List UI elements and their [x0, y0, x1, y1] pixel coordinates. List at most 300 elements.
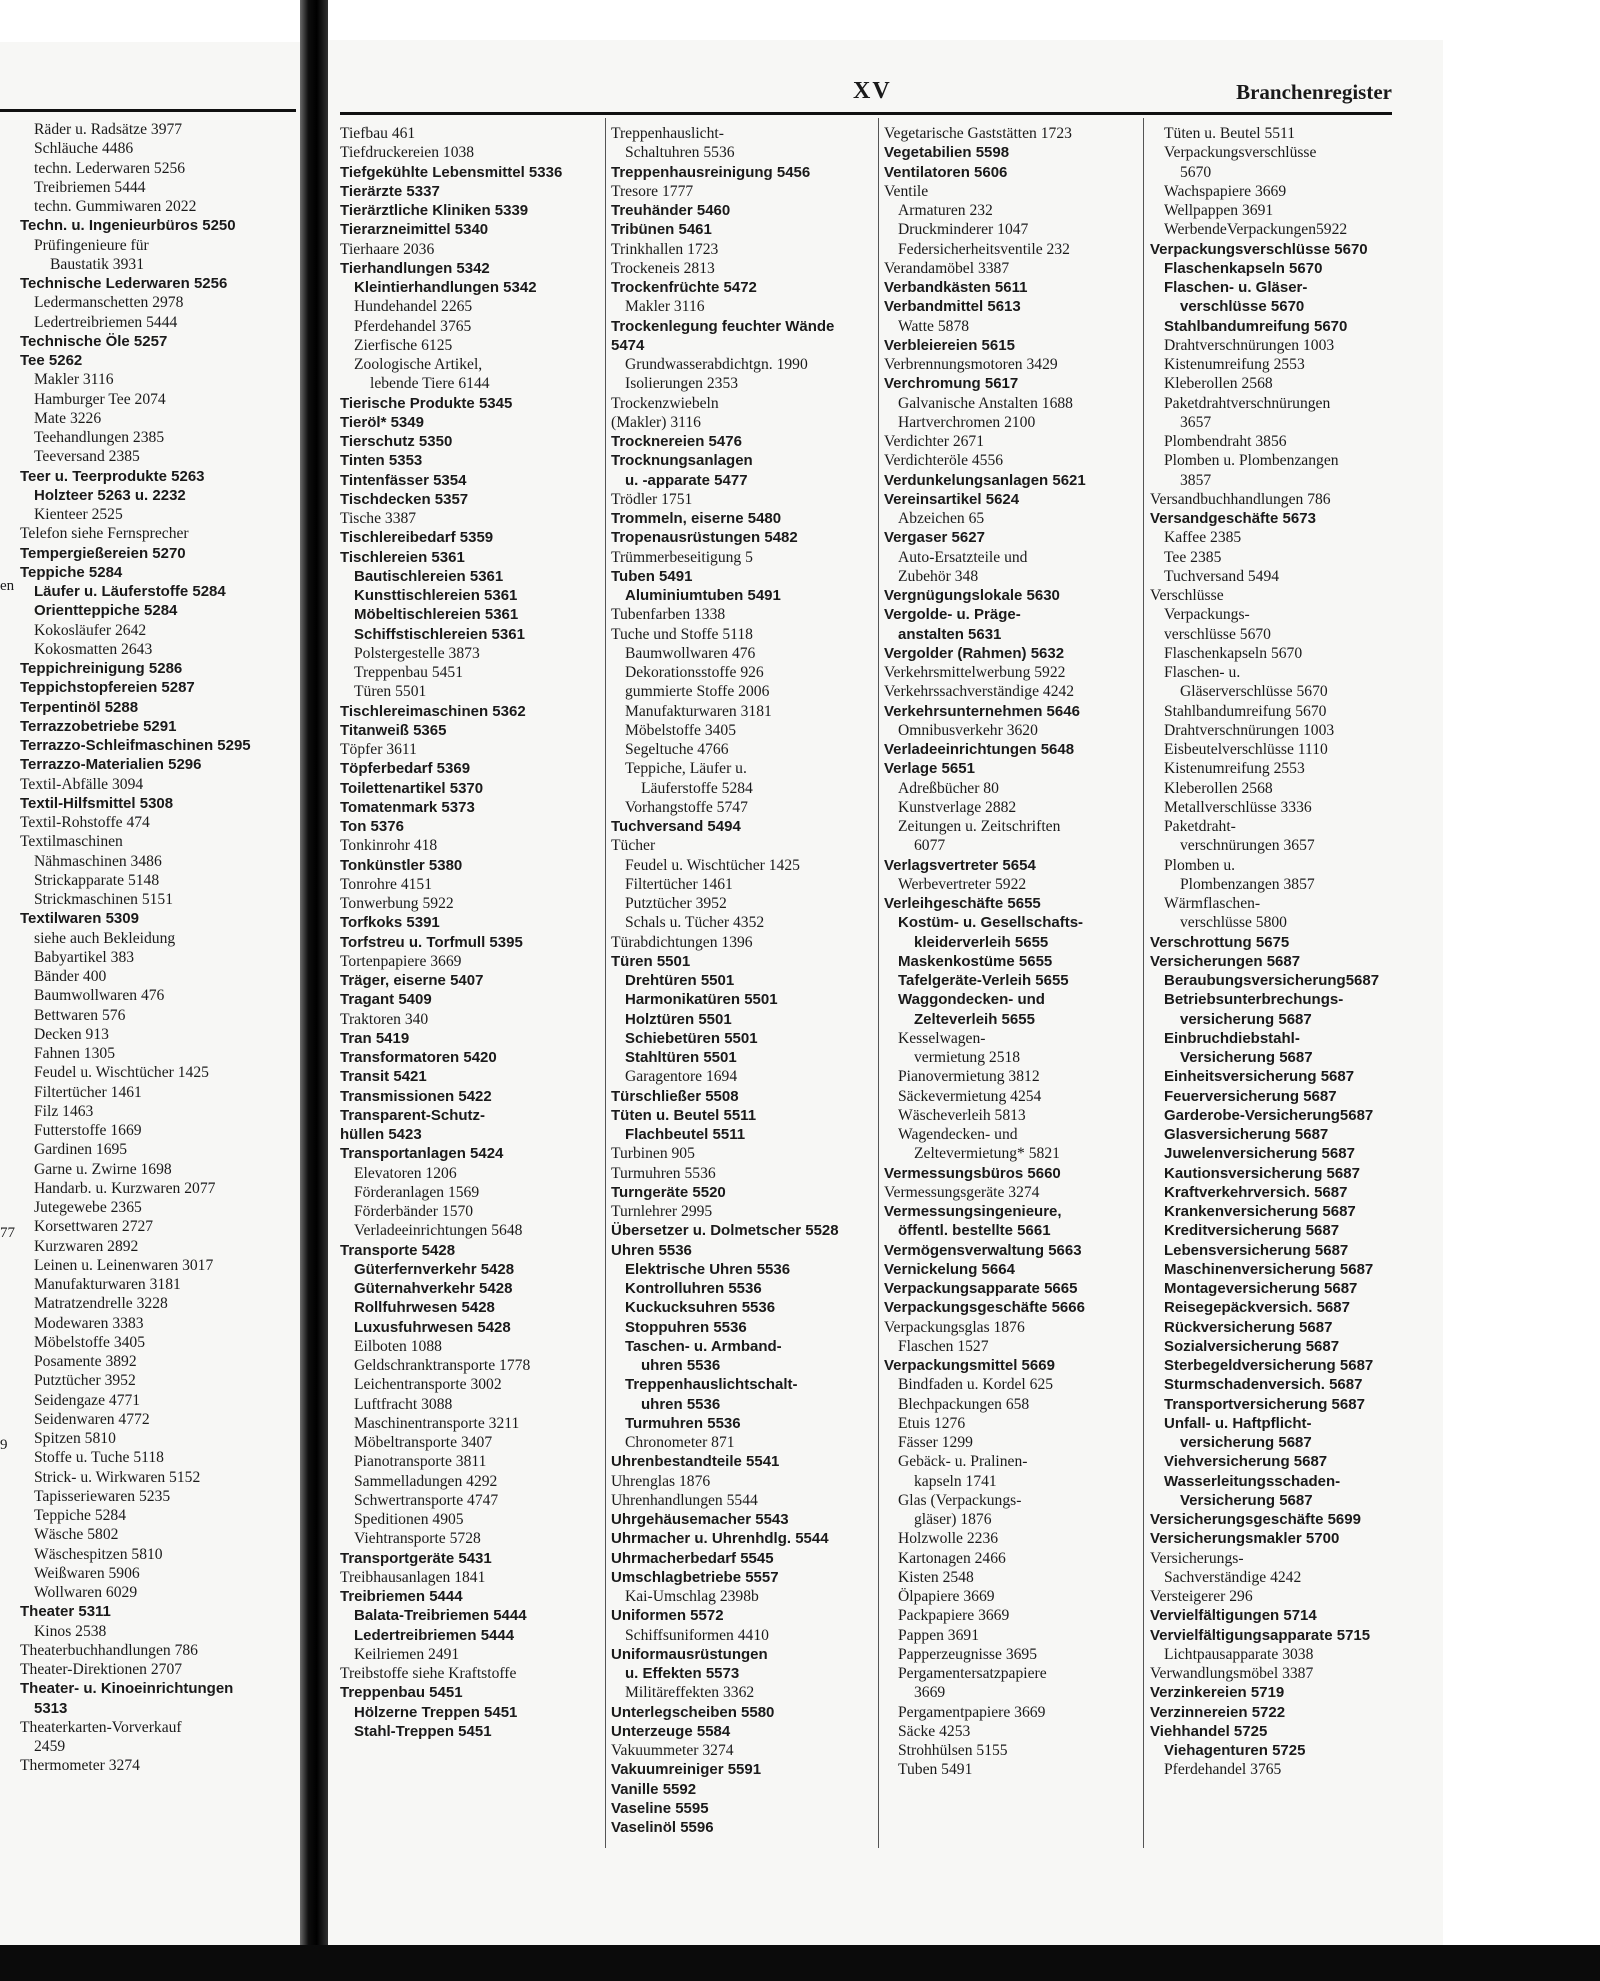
index-entry: Stahltüren 5501 — [625, 1049, 737, 1066]
index-entry: Kaffee 2385 — [1164, 529, 1242, 547]
index-entry: Galvanische Anstalten 1688 — [898, 394, 1073, 412]
index-entry: Vervielfältigungen 5714 — [1150, 1607, 1317, 1625]
index-entry: Verbrennungsmotoren 3429 — [884, 356, 1058, 373]
index-entry: Versicherungsmakler 5700 — [1150, 1530, 1340, 1548]
index-entry: Betriebsunterbrechungs- — [1164, 991, 1344, 1009]
index-entry: Filtertücher 1461 — [34, 1083, 142, 1101]
column-divider — [1143, 118, 1144, 1848]
index-entry: Tiefgekühlte Lebensmittel 5336 — [340, 163, 563, 181]
index-entry: Kisten 2548 — [898, 1568, 974, 1586]
index-entry: Kunstverlage 2882 — [898, 798, 1017, 816]
index-entry: Speditionen 4905 — [354, 1511, 464, 1528]
index-entry: Tuchversand 5494 — [611, 818, 741, 835]
index-entry: Vergolder (Rahmen) 5632 — [884, 644, 1065, 662]
index-entry: uhren 5536 — [641, 1395, 721, 1413]
index-entry: Textil-Rohstoffe 474 — [20, 814, 150, 831]
index-entry: Treuhänder 5460 — [611, 202, 731, 219]
index-entry: Maschinentransporte 3211 — [354, 1414, 520, 1432]
index-entry: Trommeln, eiserne 5480 — [611, 510, 782, 527]
index-entry: Watte 5878 — [898, 317, 970, 335]
index-entry: Tierhandlungen 5342 — [340, 259, 490, 277]
index-entry: Rollfuhrwesen 5428 — [354, 1299, 495, 1317]
index-entry: Auto-Ersatzteile und — [898, 548, 1028, 566]
index-entry: Trinkhallen 1723 — [611, 240, 719, 258]
index-entry: Verladeeinrichtungen 5648 — [884, 741, 1075, 758]
index-entry: Vermessungsgeräte 3274 — [884, 1183, 1040, 1201]
index-entry: Pianovermietung 3812 — [898, 1068, 1040, 1086]
index-entry: gläser) 1876 — [914, 1511, 992, 1528]
index-entry: Wollwaren 6029 — [34, 1584, 138, 1601]
index-entry: Flaschenkapseln 5670 — [1164, 259, 1323, 277]
index-entry: Nähmaschinen 3486 — [34, 852, 162, 870]
index-entry: Uhrmacherbedarf 5545 — [611, 1549, 774, 1567]
index-entry: Ledertreibriemen 5444 — [34, 313, 178, 331]
index-entry: Treibriemen 5444 — [34, 178, 146, 196]
index-entry: Holzwolle 2236 — [898, 1530, 999, 1548]
index-entry: Drehtüren 5501 — [625, 972, 735, 989]
index-entry: Versicherungs- — [1150, 1549, 1244, 1567]
index-entry: Tüten u. Beutel 5511 — [1164, 125, 1296, 142]
index-entry: Tierhaare 2036 — [340, 240, 435, 258]
index-entry: Teppiche, Läufer u. — [625, 760, 747, 778]
index-entry: Vaselinöl 5596 — [611, 1819, 714, 1836]
index-entry: Versandbuchhandlungen 786 — [1150, 490, 1331, 508]
index-entry: Trümmerbeseitigung 5 — [611, 548, 753, 566]
index-entry: vermietung 2518 — [914, 1049, 1021, 1066]
column-divider — [878, 118, 879, 1848]
page-header — [340, 78, 1392, 115]
index-entry: lebende Tiere 6144 — [370, 375, 490, 393]
index-entry: Strohhülsen 5155 — [898, 1742, 1008, 1759]
index-entry: Verpackungsgeschäfte 5666 — [884, 1299, 1085, 1317]
index-entry: Luftfracht 3088 — [354, 1395, 453, 1413]
index-entry: Bettwaren 576 — [34, 1006, 126, 1024]
index-entry: Kreditversicherung 5687 — [1164, 1222, 1340, 1240]
index-entry: Tintenfässer 5354 — [340, 471, 467, 489]
index-entry: Zubehör 348 — [898, 567, 979, 585]
index-entry: Versteigerer 296 — [1150, 1588, 1253, 1605]
index-entry: Makler 3116 — [625, 298, 705, 316]
index-entry: Garagentore 1694 — [625, 1068, 738, 1086]
index-entry: Taschen- u. Armband- — [625, 1337, 782, 1355]
index-entry: Fahnen 1305 — [34, 1045, 115, 1062]
index-entry: Reisegepäckversich. 5687 — [1164, 1299, 1350, 1317]
index-entry: Verpackungsapparate 5665 — [884, 1280, 1078, 1297]
index-entry: Vermessungsbüros 5660 — [884, 1164, 1061, 1182]
index-entry: Strickmaschinen 5151 — [34, 891, 174, 908]
index-entry: Tubenfarben 1338 — [611, 606, 726, 624]
index-entry: Kartonagen 2466 — [898, 1549, 1006, 1567]
index-entry: Unterzeuge 5584 — [611, 1722, 731, 1740]
index-entry: 3669 — [914, 1684, 946, 1702]
index-entry: Hölzerne Treppen 5451 — [354, 1703, 518, 1721]
index-entry: Uniformausrüstungen — [611, 1645, 768, 1663]
index-entry: Vernickelung 5664 — [884, 1260, 1015, 1278]
index-entry: Decken 913 — [34, 1025, 109, 1043]
index-entry: Drahtverschnürungen 1003 — [1164, 721, 1335, 739]
index-entry: Luxusfuhrwesen 5428 — [354, 1318, 511, 1336]
index-entry: Packpapiere 3669 — [898, 1607, 1010, 1625]
index-entry: Baumwollwaren 476 — [625, 644, 756, 662]
index-entry: Putztücher 3952 — [625, 895, 727, 912]
index-entry: Etuis 1276 — [898, 1414, 966, 1432]
index-entry: Vergnügungslokale 5630 — [884, 587, 1060, 604]
bottom-shadow — [0, 1945, 1600, 1981]
index-entry: Trocknereien 5476 — [611, 433, 742, 450]
index-entry: Zeltevermietung* 5821 — [914, 1145, 1060, 1163]
index-entry: Teer u. Teerprodukte 5263 — [20, 467, 205, 485]
index-entry: Verwandlungsmöbel 3387 — [1150, 1665, 1314, 1682]
index-entry: siehe auch Bekleidung — [34, 929, 176, 947]
index-entry: kleiderverleih 5655 — [914, 933, 1049, 951]
index-entry: Gläserverschlüsse 5670 — [1180, 683, 1328, 701]
index-entry: Tonrohre 4151 — [340, 875, 433, 893]
index-entry: Tonkünstler 5380 — [340, 856, 463, 874]
index-entry: Verlagsvertreter 5654 — [884, 856, 1036, 874]
index-entry: Eilboten 1088 — [354, 1337, 442, 1355]
index-entry: Unterlegscheiben 5580 — [611, 1703, 775, 1721]
index-entry: Teppichstopfereien 5287 — [20, 679, 195, 697]
index-entry: Transporte 5428 — [340, 1241, 456, 1259]
index-entry: Filz 1463 — [34, 1102, 94, 1120]
index-entry: Tierische Produkte 5345 — [340, 394, 513, 412]
index-entry: Maskenkostüme 5655 — [898, 952, 1053, 970]
index-entry: Transformatoren 5420 — [340, 1049, 497, 1066]
index-entry: Kurzwaren 2892 — [34, 1237, 139, 1255]
index-entry: Kuckucksuhren 5536 — [625, 1299, 776, 1317]
index-entry: hüllen 5423 — [340, 1126, 422, 1143]
index-entry: Wäschespitzen 5810 — [34, 1545, 163, 1563]
index-entry: Montageversicherung 5687 — [1164, 1280, 1358, 1297]
index-entry: Verpackungsverschlüsse 5670 — [1150, 240, 1368, 258]
index-entry: Korsettwaren 2727 — [34, 1218, 154, 1236]
index-entry: Militäreffekten 3362 — [625, 1684, 755, 1702]
index-entry: Wäsche 5802 — [34, 1526, 119, 1544]
index-entry: Elevatoren 1206 — [354, 1164, 457, 1182]
index-entry: Tischdecken 5357 — [340, 490, 469, 508]
index-entry: Vervielfältigungsapparate 5715 — [1150, 1626, 1371, 1644]
index-entry: Trocknungsanlagen — [611, 452, 753, 470]
index-entry: Plombendraht 3856 — [1164, 433, 1287, 450]
index-entry: Druckminderer 1047 — [898, 221, 1029, 239]
index-entry: Säcke 4253 — [898, 1722, 971, 1740]
index-entry: Tonwerbung 5922 — [340, 895, 454, 912]
index-entry: Vakuummeter 3274 — [611, 1742, 734, 1759]
index-entry: Matratzendrelle 3228 — [34, 1295, 168, 1313]
index-entry: Aluminiumtuben 5491 — [625, 587, 781, 604]
index-entry: Federsicherheitsventile 232 — [898, 240, 1070, 258]
index-entry: Jutegewebe 2365 — [34, 1199, 142, 1216]
index-entry: Ledertreibriemen 5444 — [354, 1626, 515, 1644]
index-entry: Möbelstoffe 3405 — [625, 721, 737, 739]
index-entry: Vergolde- u. Präge- — [884, 606, 1021, 624]
index-entry: Verpackungsmittel 5669 — [884, 1357, 1055, 1374]
index-entry: Leinen u. Leinenwaren 3017 — [34, 1256, 214, 1274]
index-entry: Einbruchdiebstahl- — [1164, 1029, 1300, 1047]
index-entry: Stoppuhren 5536 — [625, 1318, 747, 1336]
index-entry: Verchromung 5617 — [884, 375, 1019, 393]
index-entry: Kistenumreifung 2553 — [1164, 356, 1305, 373]
index-entry: Treppenhauslicht- — [611, 125, 724, 142]
index-entry: Strick- u. Wirkwaren 5152 — [34, 1468, 201, 1486]
index-entry: Turngeräte 5520 — [611, 1183, 726, 1201]
index-entry: Pergamentpapiere 3669 — [898, 1703, 1046, 1721]
index-entry: 3657 — [1180, 413, 1212, 431]
index-entry: Beraubungsversicherung5687 — [1164, 972, 1380, 989]
index-entry: Sozialversicherung 5687 — [1164, 1337, 1340, 1355]
index-entry: Prüfingenieure für — [34, 236, 149, 254]
index-entry: Übersetzer u. Dolmetscher 5528 — [611, 1222, 839, 1240]
index-entry: Umschlagbetriebe 5557 — [611, 1568, 779, 1586]
index-entry: Babyartikel 383 — [34, 948, 135, 966]
index-entry: Schiebetüren 5501 — [625, 1029, 758, 1047]
index-entry: Tortenpapiere 3669 — [340, 952, 462, 970]
index-entry: Güterfernverkehr 5428 — [354, 1260, 515, 1278]
index-entry: Verkehrssachverständige 4242 — [884, 683, 1075, 701]
index-entry: Tische 3387 — [340, 510, 417, 527]
index-entry: Thermometer 3274 — [20, 1757, 140, 1775]
index-entry: Sachverständige 4242 — [1164, 1568, 1302, 1586]
index-entry: Tafelgeräte-Verleih 5655 — [898, 972, 1069, 989]
index-entry: Zeitungen u. Zeitschriften — [898, 818, 1061, 835]
index-entry: verschlüsse 5670 — [1180, 298, 1305, 316]
index-entry: Kinos 2538 — [34, 1622, 107, 1640]
index-entry: Hamburger Tee 2074 — [34, 390, 166, 408]
index-entry: verschlüsse 5800 — [1180, 914, 1287, 932]
index-entry: Modewaren 3383 — [34, 1314, 144, 1332]
index-entry: Kai-Umschlag 2398b — [625, 1588, 759, 1605]
index-entry: Transparent-Schutz- — [340, 1106, 486, 1124]
index-entry: Bindfaden u. Kordel 625 — [898, 1376, 1054, 1394]
index-entry: Viehtransporte 5728 — [354, 1530, 481, 1548]
index-entry: Turnlehrer 2995 — [611, 1203, 713, 1220]
column-divider — [605, 118, 606, 1848]
index-entry: Weißwaren 5906 — [34, 1564, 140, 1582]
index-entry: Wachspapiere 3669 — [1164, 182, 1287, 200]
index-entry: Stahl-Treppen 5451 — [354, 1722, 492, 1740]
index-entry: Verpackungsglas 1876 — [884, 1318, 1025, 1336]
index-entry: Tiefbau 461 — [340, 125, 416, 142]
index-entry: Metallverschlüsse 3336 — [1164, 798, 1312, 816]
index-entry: Flaschen- u. Gläser- — [1164, 279, 1308, 296]
index-entry: Teppiche 5284 — [20, 563, 123, 581]
index-entry: Verkehrsunternehmen 5646 — [884, 702, 1080, 720]
index-entry: Gardinen 1695 — [34, 1141, 128, 1159]
index-entry: Uhrgehäusemacher 5543 — [611, 1511, 789, 1528]
index-entry: Zierfische 6125 — [354, 336, 453, 354]
index-entry: Türen 5501 — [611, 952, 691, 970]
index-entry: Torfkoks 5391 — [340, 914, 440, 932]
index-entry: Vegetarische Gaststätten 1723 — [884, 125, 1072, 142]
index-entry: Glas (Verpackungs- — [898, 1491, 1022, 1509]
index-entry: Vanille 5592 — [611, 1780, 697, 1798]
index-entry: Schläuche 4486 — [34, 140, 134, 158]
index-entry: Kleintierhandlungen 5342 — [354, 279, 537, 296]
index-entry: Bautischlereien 5361 — [354, 567, 504, 585]
index-entry: Verzinnereien 5722 — [1150, 1703, 1286, 1721]
index-entry: Hartverchromen 2100 — [898, 413, 1036, 431]
index-entry: Teppichreinigung 5286 — [20, 660, 183, 677]
index-entry: u. -apparate 5477 — [625, 471, 748, 489]
index-entry: Türschließer 5508 — [611, 1087, 739, 1105]
index-entry: Uhrenbestandteile 5541 — [611, 1453, 780, 1471]
index-entry: Verbleiereien 5615 — [884, 336, 1015, 354]
index-entry: Pferdehandel 3765 — [354, 317, 472, 335]
index-entry: Versicherungen 5687 — [1150, 952, 1301, 970]
index-entry: versicherung 5687 — [1180, 1010, 1312, 1028]
index-entry: Tuchversand 5494 — [1164, 567, 1280, 585]
index-entry: Isolierungen 2353 — [625, 375, 739, 393]
index-entry: verschnürungen 3657 — [1180, 837, 1315, 855]
index-entry: Unfall- u. Haftpflicht- — [1164, 1414, 1312, 1432]
index-entry: Elektrische Uhren 5536 — [625, 1260, 791, 1278]
index-entry: Flaschenkapseln 5670 — [1164, 644, 1303, 662]
index-entry: Tiefdruckereien 1038 — [340, 144, 475, 162]
index-entry: Vaseline 5595 — [611, 1799, 709, 1817]
index-entry: Verlage 5651 — [884, 760, 975, 778]
index-entry: Torfstreu u. Torfmull 5395 — [340, 933, 523, 951]
index-entry: Lichtpausapparate 3038 — [1164, 1645, 1314, 1663]
index-entry: Glasversicherung 5687 — [1164, 1126, 1329, 1143]
index-entry: Viehagenturen 5725 — [1164, 1742, 1306, 1759]
index-entry: Läufer u. Läuferstoffe 5284 — [34, 583, 226, 600]
index-entry: verschlüsse 5670 — [1164, 625, 1271, 643]
index-entry: Tinten 5353 — [340, 452, 423, 470]
index-column-4 — [884, 124, 1140, 1780]
index-entry: Manufakturwaren 3181 — [34, 1276, 181, 1293]
index-entry: Technische Lederwaren 5256 — [20, 275, 228, 292]
index-entry: Tierschutz 5350 — [340, 433, 453, 450]
index-entry: Harmonikatüren 5501 — [625, 991, 778, 1009]
index-entry: Kunsttischlereien 5361 — [354, 587, 518, 604]
index-entry: Plomben u. Plombenzangen — [1164, 452, 1339, 470]
index-entry: Treibriemen 5444 — [340, 1588, 463, 1605]
index-entry: kapseln 1741 — [914, 1472, 997, 1490]
index-entry: Uhrenglas 1876 — [611, 1472, 711, 1490]
index-entry: Seidengaze 4771 — [34, 1391, 141, 1409]
index-entry: Putztücher 3952 — [34, 1372, 136, 1390]
index-entry: Versicherung 5687 — [1180, 1049, 1313, 1066]
index-entry: Rückversicherung 5687 — [1164, 1318, 1333, 1336]
index-entry: Wäscheverleih 5813 — [898, 1106, 1026, 1124]
index-entry: Transportgeräte 5431 — [340, 1549, 492, 1567]
index-entry: Schwertransporte 4747 — [354, 1491, 499, 1509]
index-entry: Vegetabilien 5598 — [884, 144, 1010, 162]
index-entry: Kokosläufer 2642 — [34, 621, 147, 639]
index-entry: Turbinen 905 — [611, 1145, 695, 1163]
index-entry: Versicherung 5687 — [1180, 1491, 1313, 1509]
index-entry: Wasserleitungsschaden- — [1164, 1472, 1341, 1490]
index-entry: Traktoren 340 — [340, 1010, 429, 1028]
index-entry: Plomben u. — [1164, 856, 1236, 874]
index-entry: Förderanlagen 1569 — [354, 1183, 480, 1201]
left-page-rule — [0, 109, 296, 112]
index-entry: Verleihgeschäfte 5655 — [884, 895, 1041, 912]
index-entry: Polstergestelle 3873 — [354, 644, 480, 662]
index-entry: Stahlbandumreifung 5670 — [1164, 702, 1327, 720]
index-entry: Schals u. Tücher 4352 — [625, 914, 765, 932]
index-entry: Maschinenversicherung 5687 — [1164, 1260, 1374, 1278]
index-entry: Textil-Hilfsmittel 5308 — [20, 794, 174, 812]
index-entry: Verdichter 2671 — [884, 433, 985, 450]
index-entry: Turmuhren 5536 — [611, 1164, 716, 1182]
index-entry: Uniformen 5572 — [611, 1607, 724, 1625]
index-entry: Theaterkarten-Vorverkauf — [20, 1718, 182, 1736]
index-entry: Treppenbau 5451 — [354, 664, 464, 681]
index-entry: Schiffstischlereien 5361 — [354, 625, 525, 643]
index-entry: Pianotransporte 3811 — [354, 1453, 487, 1471]
index-entry: Armaturen 232 — [898, 202, 993, 219]
index-entry: Sturmschadenversich. 5687 — [1164, 1376, 1363, 1394]
index-entry: Kesselwagen- — [898, 1029, 986, 1047]
index-entry: Keilriemen 2491 — [354, 1645, 460, 1663]
index-entry: Einheitsversicherung 5687 — [1164, 1068, 1355, 1086]
index-entry: Tischlereimaschinen 5362 — [340, 702, 526, 720]
index-entry: Textilwaren 5309 — [20, 910, 139, 928]
index-entry: Schaltuhren 5536 — [625, 144, 735, 162]
index-column-3 — [611, 124, 875, 1837]
index-column-5 — [1150, 124, 1398, 1780]
index-entry: Garne u. Zwirne 1698 — [34, 1160, 172, 1178]
index-entry: Chronometer 871 — [625, 1434, 735, 1451]
index-entry: Treibstoffe siehe Kraftstoffe — [340, 1665, 517, 1682]
index-entry: Orientteppiche 5284 — [34, 602, 178, 620]
index-entry: u. Effekten 5573 — [625, 1665, 740, 1682]
index-entry: Ventile — [884, 182, 929, 200]
index-entry: Seidenwaren 4772 — [34, 1410, 150, 1428]
index-entry: Holztüren 5501 — [625, 1010, 732, 1028]
index-entry: Verzinkereien 5719 — [1150, 1684, 1285, 1702]
index-entry: Pergamentersatzpapiere — [898, 1665, 1047, 1682]
index-entry: Trockeneis 2813 — [611, 259, 715, 277]
index-entry: Treppenhausreinigung 5456 — [611, 163, 811, 181]
index-entry: Tempergießereien 5270 — [20, 544, 186, 562]
index-entry: Stoffe u. Tuche 5118 — [34, 1449, 164, 1467]
index-entry: Kokosmatten 2643 — [34, 640, 153, 658]
index-entry: Viehhandel 5725 — [1150, 1722, 1268, 1740]
index-entry: Gebäck- u. Pralinen- — [898, 1453, 1028, 1471]
index-entry: Plombenzangen 3857 — [1180, 875, 1315, 893]
index-entry: Uhrenhandlungen 5544 — [611, 1491, 758, 1509]
index-entry: Mate 3226 — [34, 409, 102, 427]
index-entry: techn. Gummiwaren 2022 — [34, 198, 197, 215]
index-entry: Ton 5376 — [340, 818, 404, 835]
index-entry: Paketdrahtverschnürungen — [1164, 394, 1331, 412]
index-entry: Trödler 1751 — [611, 490, 693, 508]
index-entry: Viehversicherung 5687 — [1164, 1453, 1328, 1471]
cut-off-text: 9 — [0, 1437, 8, 1453]
index-entry: Segeltuche 4766 — [625, 741, 729, 758]
index-entry: Ventilatoren 5606 — [884, 163, 1008, 181]
index-entry: Uhren 5536 — [611, 1241, 692, 1259]
index-entry: Transit 5421 — [340, 1068, 427, 1086]
index-entry: Makler 3116 — [34, 371, 114, 389]
index-entry: Teehandlungen 2385 — [34, 429, 165, 446]
index-entry: Feudel u. Wischtücher 1425 — [625, 856, 800, 874]
index-entry: Dekorationsstoffe 926 — [625, 664, 764, 681]
index-entry: Tran 5419 — [340, 1029, 410, 1047]
index-entry: Tropenausrüstungen 5482 — [611, 529, 798, 547]
index-entry: Zoologische Artikel, — [354, 356, 483, 373]
index-entry: Balata-Treibriemen 5444 — [354, 1607, 527, 1625]
index-entry: Tapisseriewaren 5235 — [34, 1487, 171, 1505]
index-entry: Tonkinrohr 418 — [340, 837, 438, 855]
index-entry: Möbeltischlereien 5361 — [354, 606, 519, 624]
index-entry: Türen 5501 — [354, 683, 427, 701]
book-gutter — [300, 0, 328, 1981]
index-column-2 — [340, 124, 602, 1741]
index-entry: Theaterbuchhandlungen 786 — [20, 1641, 198, 1659]
